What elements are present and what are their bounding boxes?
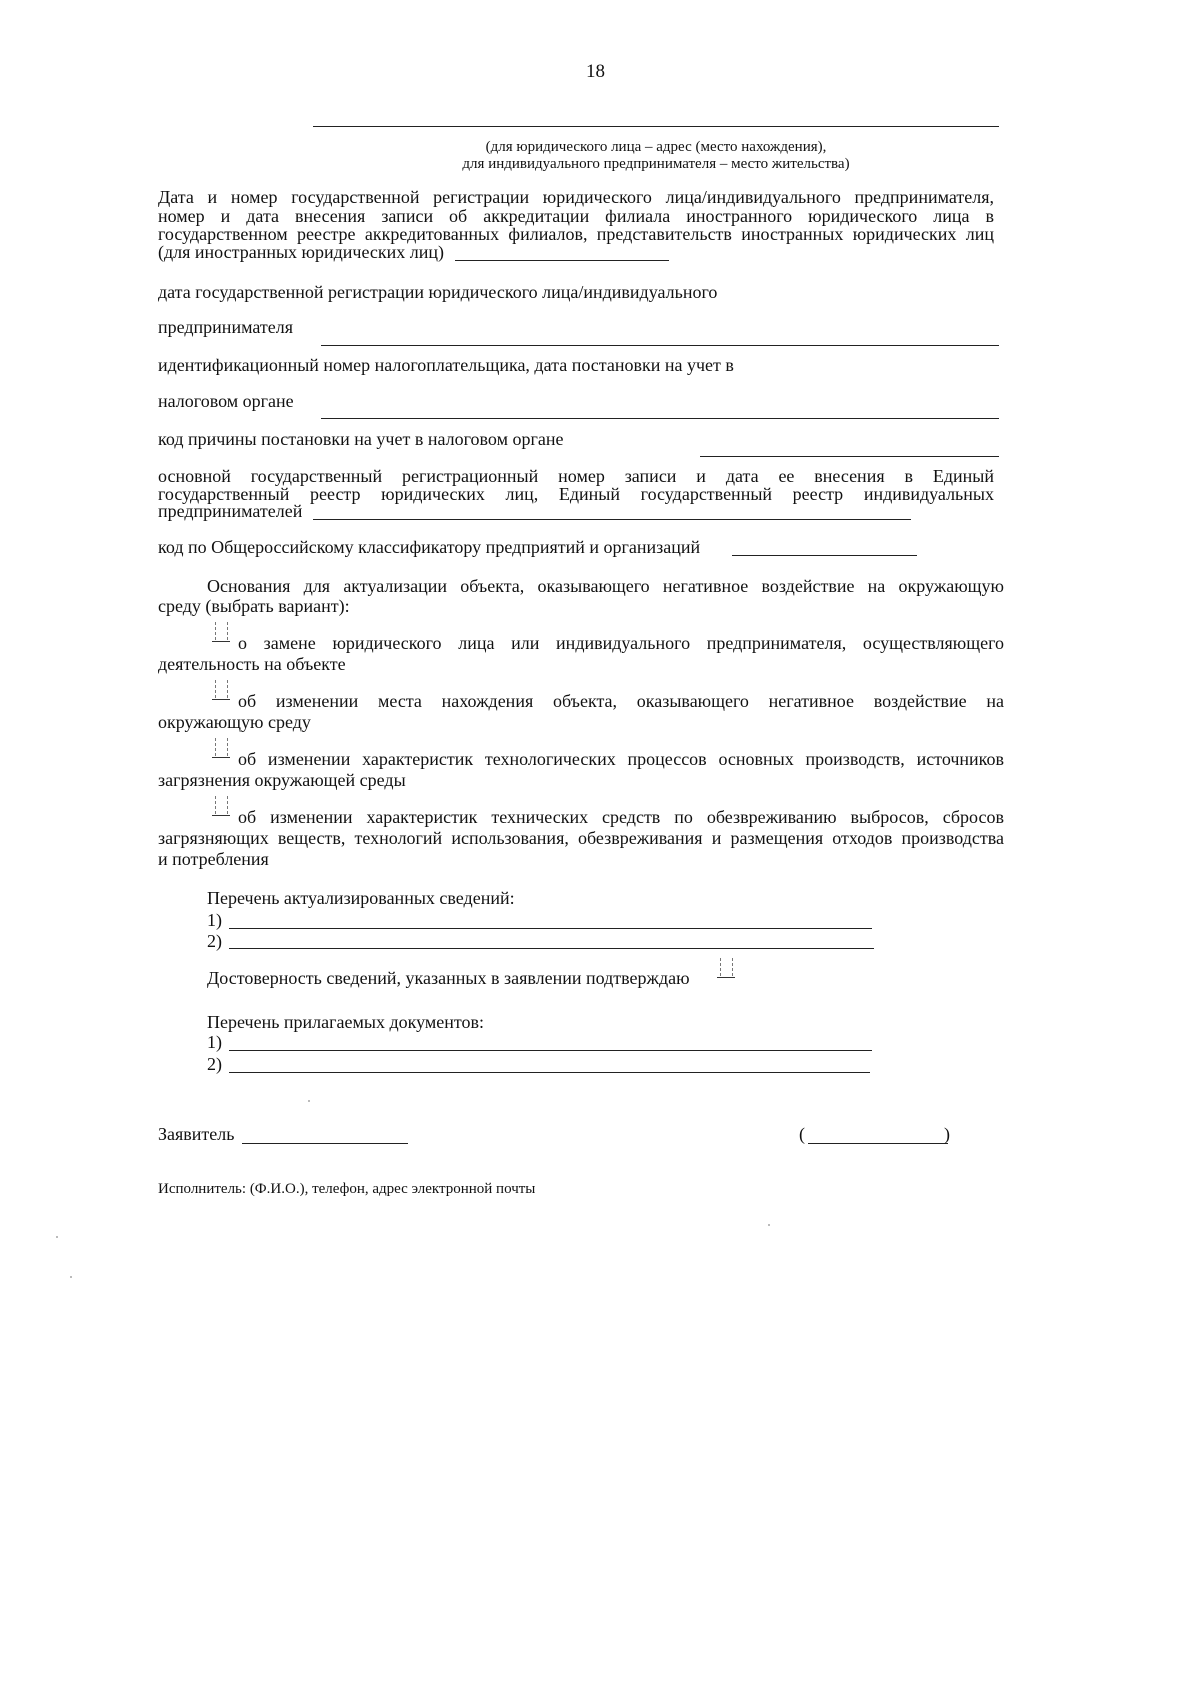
option-processes-line1: об изменении характеристик технологических процессов основных производств, источников <box>238 749 1004 769</box>
grounds-intro-line1: Основания для актуализации объекта, оказывающего негативное воздействие на окружающую <box>207 576 1004 596</box>
kpp-label: код причины постановки на учет в налоговом органе <box>158 429 564 449</box>
updated-info-item-1-label: 1) <box>207 910 222 930</box>
page-number: 18 <box>586 61 605 82</box>
updated-info-item-2-line[interactable] <box>229 948 874 949</box>
confirm-label: Достоверность сведений, указанных в заявлении подтверждаю <box>207 968 690 988</box>
registration-text-line1: Дата и номер государственной регистрации юридического лица/индивидуального предпринимателя, <box>158 187 994 207</box>
okpo-label: код по Общероссийскому классификатору предприятий и организаций <box>158 537 701 557</box>
option-location-line2: окружающую среду <box>158 712 311 732</box>
ogrn-label-line2: государственный реестр юридических лиц, Единый государственный реестр индивидуальных <box>158 484 994 504</box>
ogrn-label-line1: основной государственный регистрационный номер записи и дата ее внесения в Единый <box>158 466 994 486</box>
updated-info-item-2-label: 2) <box>207 931 222 951</box>
applicant-name-open-paren: ( <box>799 1124 805 1144</box>
applicant-name-close-paren: ) <box>944 1124 950 1144</box>
scan-speck <box>70 1276 72 1278</box>
address-caption-line1: (для юридического лица – адрес (место нахождения), <box>485 139 827 155</box>
attachments-item-1-line[interactable] <box>229 1050 872 1051</box>
applicant-label: Заявитель <box>158 1124 235 1144</box>
updated-info-item-1-line[interactable] <box>229 928 872 929</box>
address-caption-line2: для индивидуального предпринимателя – место жительства) <box>462 156 850 172</box>
option-technical-line2: загрязняющих веществ, технологий использования, обезвреживания и размещения отходов производства <box>158 828 1004 848</box>
option-location-line1: об изменении места нахождения объекта, оказывающего негативное воздействие на <box>238 691 1004 711</box>
scan-speck <box>768 1224 770 1226</box>
option-replace-line2: деятельность на объекте <box>158 654 346 674</box>
registration-text-line4: (для иностранных юридических лиц) <box>158 242 445 262</box>
reg-date-label-line1: дата государственной регистрации юридического лица/индивидуального <box>158 282 718 302</box>
ogrn-input-line[interactable] <box>313 519 911 520</box>
attachments-title: Перечень прилагаемых документов: <box>207 1012 485 1032</box>
grounds-intro-line2: среду (выбрать вариант): <box>158 596 350 616</box>
attachments-item-1-label: 1) <box>207 1032 222 1052</box>
confirm-checkbox[interactable] <box>717 958 735 978</box>
updated-info-title: Перечень актуализированных сведений: <box>207 888 515 908</box>
option-location-checkbox[interactable] <box>212 680 230 700</box>
applicant-name-line[interactable] <box>808 1143 948 1144</box>
scan-speck <box>308 1100 310 1102</box>
ogrn-label-line3: предпринимателей <box>158 501 303 521</box>
attachments-item-2-label: 2) <box>207 1054 222 1074</box>
registration-text-line2: номер и дата внесения записи об аккредитации филиала иностранного юридического лица в <box>158 206 994 226</box>
executor-note: Исполнитель: (Ф.И.О.), телефон, адрес электронной почты <box>158 1181 536 1197</box>
reg-date-label-line2: предпринимателя <box>158 317 293 337</box>
applicant-signature-line[interactable] <box>242 1143 408 1144</box>
option-replace-checkbox[interactable] <box>212 622 230 642</box>
okpo-input-line[interactable] <box>732 555 917 556</box>
inn-label-line2: налоговом органе <box>158 391 294 411</box>
option-processes-line2: загрязнения окружающей среды <box>158 770 406 790</box>
option-replace-line1: о замене юридического лица или индивидуального предпринимателя, осуществляющего <box>238 633 1004 653</box>
kpp-input-line[interactable] <box>700 456 999 457</box>
option-technical-line3: и потребления <box>158 849 269 869</box>
inn-input-line[interactable] <box>321 418 999 419</box>
registration-text-line3: государственном реестре аккредитованных филиалов, представительств иностранных юридических лиц <box>158 224 994 244</box>
scan-speck <box>56 1236 58 1238</box>
inn-label-line1: идентификационный номер налогоплательщика, дата постановки на учет в <box>158 355 734 375</box>
address-input-line[interactable] <box>313 126 999 127</box>
option-technical-line1: об изменении характеристик технических средств по обезвреживанию выбросов, сбросов <box>238 807 1004 827</box>
attachments-item-2-line[interactable] <box>229 1072 870 1073</box>
option-processes-checkbox[interactable] <box>212 738 230 758</box>
registration-input-line[interactable] <box>455 260 669 261</box>
option-technical-checkbox[interactable] <box>212 796 230 816</box>
reg-date-input-line[interactable] <box>321 345 999 346</box>
